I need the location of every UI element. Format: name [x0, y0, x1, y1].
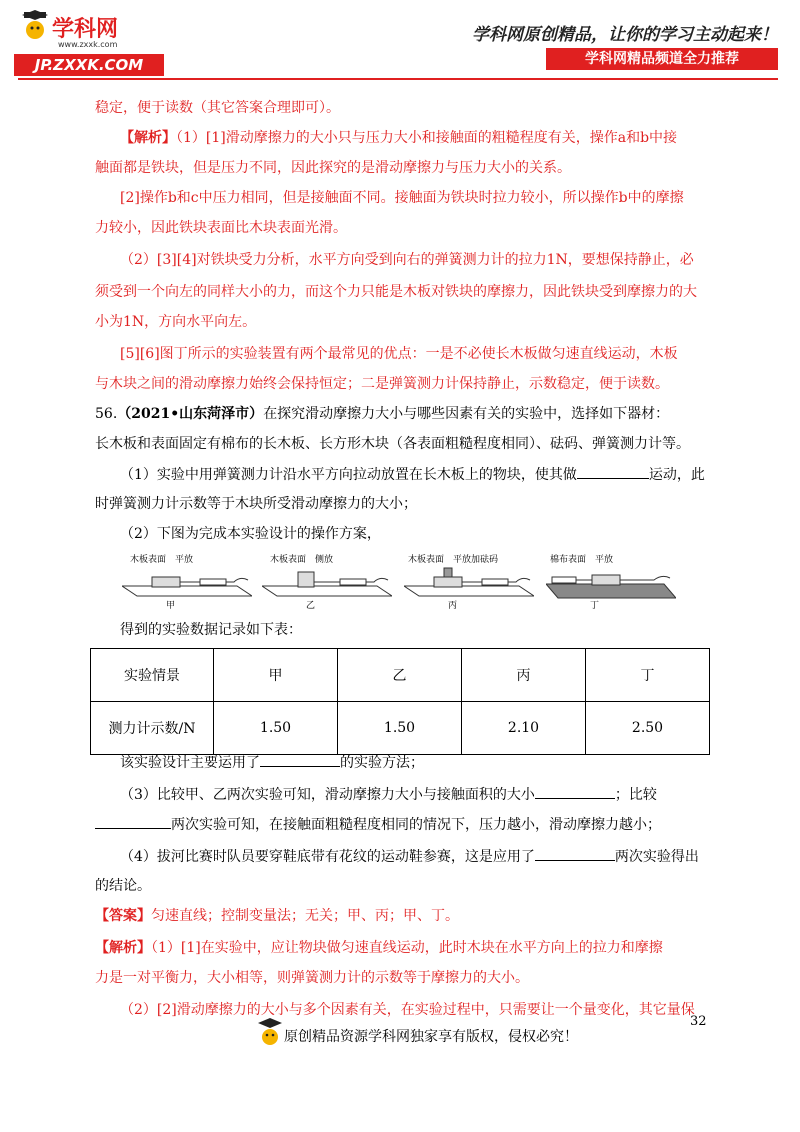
figure-caption: 木板表面 平放	[130, 555, 194, 565]
text-line: 长木板和表面固定有棉布的长木板、长方形木块（各表面粗糙程度相同）、砝码、弹簧测力计等。	[95, 436, 690, 452]
figure-bing	[404, 552, 534, 610]
copyright-text: 原创精品资源学科网独家享有版权，侵权必究！	[284, 1029, 578, 1045]
question-text: 在探究滑动摩擦力大小与哪些因素有关的实验中，选择如下器材：	[263, 406, 670, 422]
figure-drawing	[262, 564, 392, 600]
text-line: 力较小，因此铁块表面比木块表面光滑。	[95, 220, 347, 236]
question-source: （2021•山东菏泽市）	[117, 406, 264, 422]
text-line: 触面都是铁块，但是压力不同，因此探究的是滑动摩擦力与压力大小的关系。	[95, 160, 571, 176]
text-line: 得到的实验数据记录如下表：	[120, 622, 302, 638]
table-header-cell: 丙	[462, 649, 586, 702]
table-header-cell: 乙	[338, 649, 462, 702]
analysis-text: （1）[1]滑动摩擦力的大小只与压力大小和接触面的粗糙程度有关，操作a和b中接	[176, 130, 678, 146]
table-row-label: 测力计示数/N	[91, 702, 214, 755]
figure-label: 甲	[166, 601, 176, 611]
table-header-cell: 实验情景	[91, 649, 214, 702]
text-segment: 该实验设计主要运用了	[120, 755, 260, 771]
analysis-line	[95, 938, 663, 958]
text-segment: 运动，此	[648, 467, 705, 483]
text-line	[120, 784, 657, 805]
figure-label: 乙	[306, 601, 316, 611]
question-header	[95, 404, 669, 424]
text-segment: （1）实验中用弹簧测力计沿水平方向拉动放置在长木板上的物块，使其做	[120, 467, 577, 483]
table-cell: 2.10	[462, 702, 586, 755]
text-line: （2）[3][4]对铁块受力分析，水平方向受到向右的弹簧测力计的拉力1N，要想保持静止，必	[120, 252, 694, 268]
analysis-text: （1）[1]在实验中，应让物块做匀速直线运动，此时木块在水平方向上的拉力和摩擦	[151, 940, 663, 956]
text-line: 小为1N，方向水平向左。	[95, 314, 257, 330]
text-line: 时弹簧测力计示数等于木块所受滑动摩擦力的大小；	[95, 496, 417, 512]
text-segment: ；比较	[614, 787, 657, 803]
text-line: （2）下图为完成本实验设计的操作方案，	[120, 526, 381, 542]
slogan: 学科网原创精品，让你的学习主动起来！	[472, 25, 778, 45]
text-line: [2]操作b和c中压力相同，但是接触面不同。接触面为铁块时拉力较小，所以操作b中的摩擦	[120, 190, 684, 206]
text-line	[120, 752, 424, 773]
logo[interactable]	[14, 8, 164, 76]
answer-tag: 【答案】	[95, 908, 151, 924]
analysis-tag: 【解析】	[120, 130, 176, 146]
logo-cn: 学科网	[52, 17, 119, 42]
text-line: 的结论。	[95, 878, 151, 894]
answer-blank[interactable]	[577, 464, 649, 479]
figure-ding	[546, 552, 676, 610]
text-segment: （3）比较甲、乙两次实验可知，滑动摩擦力大小与接触面积的大小	[120, 787, 535, 803]
figure-caption: 木板表面 侧放	[270, 555, 334, 565]
text-line	[120, 846, 699, 867]
figure-jia	[122, 552, 252, 610]
analysis-tag: 【解析】	[95, 940, 151, 956]
figure-drawing	[546, 564, 676, 600]
figure-label: 丁	[590, 601, 600, 611]
figure-yi	[262, 552, 392, 610]
text-line: 须受到一个向左的同样大小的力，而这个力只能是木板对铁块的摩擦力，因此铁块受到摩擦力的大	[95, 284, 697, 300]
answer-blank[interactable]	[535, 784, 615, 799]
table-header-row	[91, 649, 710, 702]
banner: 学科网精品频道全力推荐	[546, 48, 778, 70]
text-line: （2）[2]滑动摩擦力的大小与多个因素有关，在实验过程中，只需要让一个量变化，其它量保	[120, 1002, 695, 1018]
table-cell: 1.50	[338, 702, 462, 755]
data-table	[90, 648, 710, 755]
table-cell: 1.50	[214, 702, 338, 755]
text-line: 力是一对平衡力，大小相等，则弹簧测力计的示数等于摩擦力的大小。	[95, 970, 529, 986]
table-header-cell: 丁	[586, 649, 710, 702]
text-line: [5][6]图丁所示的实验装置有两个最常见的优点：一是不必使长木板做匀速直线运动，木板	[120, 346, 678, 362]
answer-blank[interactable]	[95, 814, 171, 829]
text-segment: （4）拔河比赛时队员要穿鞋底带有花纹的运动鞋参赛，这是应用了	[120, 849, 535, 865]
answer-line	[95, 906, 459, 926]
answer-blank[interactable]	[535, 846, 615, 861]
question-number: 56.	[95, 406, 118, 422]
table-cell: 2.50	[586, 702, 710, 755]
text-segment: 两次实验可知，在接触面粗糙程度相同的情况下，压力越小，滑动摩擦力越小；	[171, 817, 661, 833]
figure-label: 丙	[448, 601, 458, 611]
figure-drawing	[122, 564, 252, 600]
text-line	[95, 814, 661, 835]
text-line: 稳定，便于读数（其它答案合理即可）。	[95, 100, 340, 116]
figure-caption: 木板表面 平放加砝码	[408, 555, 499, 565]
logo-url: JP.ZXXK.COM	[14, 54, 164, 76]
table-header-cell: 甲	[214, 649, 338, 702]
analysis-line	[120, 128, 677, 148]
text-line: 与木块之间的滑动摩擦力始终会保持恒定；二是弹簧测力计保持静止，示数稳定，便于读数。	[95, 376, 669, 392]
mascot-icon	[258, 1018, 282, 1050]
header-divider	[18, 78, 778, 80]
figure-drawing	[404, 564, 534, 600]
table-row	[91, 702, 710, 755]
text-segment: 两次实验得出	[614, 849, 699, 865]
answer-blank[interactable]	[260, 752, 340, 767]
logo-small: www.zxxk.com	[58, 40, 118, 49]
text-line	[120, 464, 705, 485]
page-number: 32	[690, 1014, 707, 1029]
figure-caption: 棉布表面 平放	[550, 555, 614, 565]
mascot-icon	[22, 10, 50, 44]
text-segment: 的实验方法；	[340, 755, 424, 771]
answer-text: 匀速直线；控制变量法；无关；甲、丙；甲、丁。	[151, 908, 459, 924]
